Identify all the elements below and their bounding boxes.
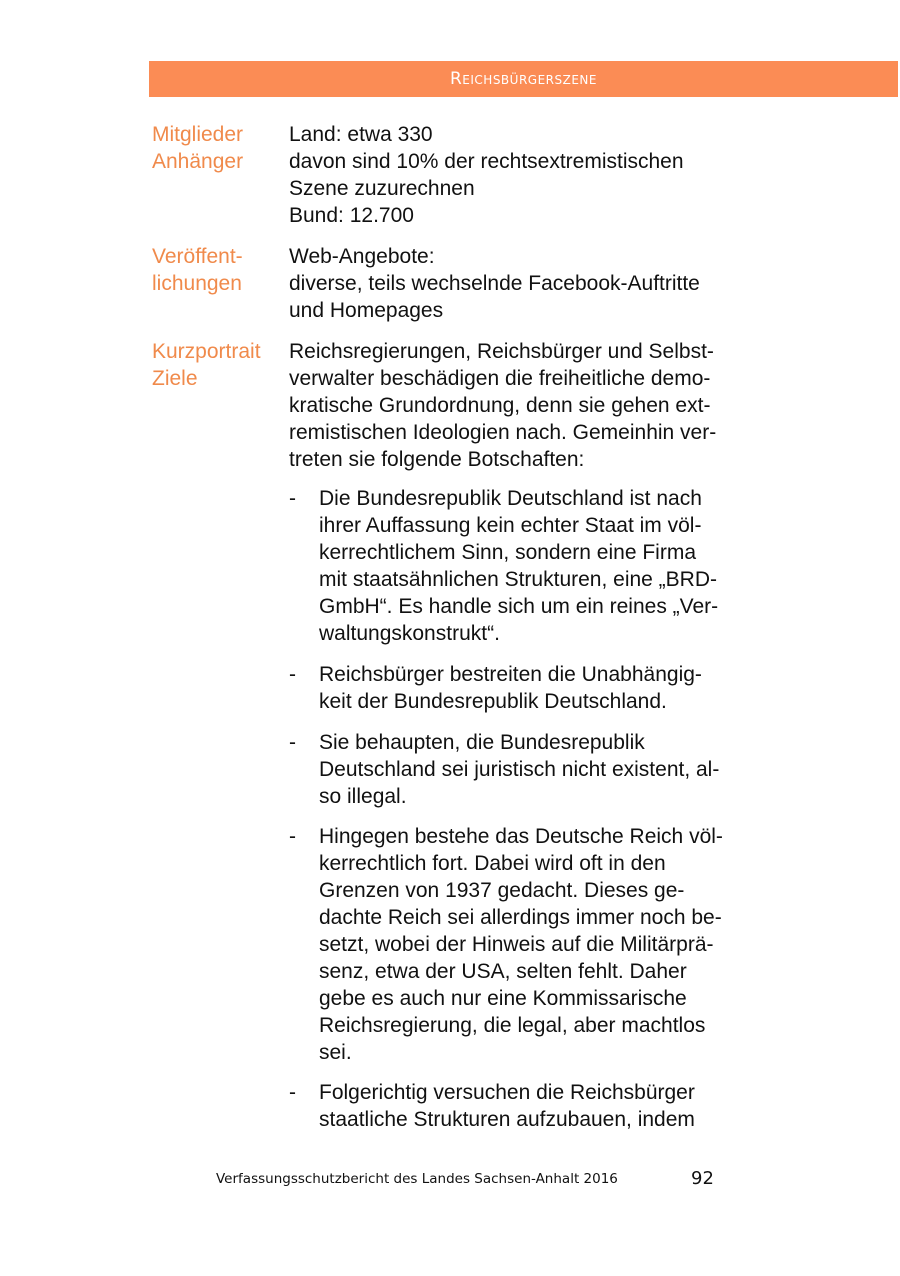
footer-title: Verfassungsschutzbericht des Landes Sachsen-Anhalt 2016 bbox=[216, 1171, 618, 1187]
bullet-marker: - bbox=[289, 1081, 296, 1104]
bullet-marker: - bbox=[289, 487, 296, 510]
section-header-banner bbox=[149, 61, 898, 97]
bullet-marker: - bbox=[289, 731, 296, 754]
publications-content: Web-Angebote: diverse, teils wechselnde Facebook-Auftritte und Homepages bbox=[289, 245, 700, 322]
label-publications: Veröffent- lichungen bbox=[152, 245, 243, 295]
label-members: Mitglieder Anhänger bbox=[152, 123, 244, 173]
members-content: Land: etwa 330 davon sind 10% der rechtsextremistischen Szene zuzurechnen Bund: 12.700 bbox=[289, 123, 684, 227]
section-title: Reichsbürgerszene bbox=[449, 69, 597, 89]
portrait-content: Reichsregierungen, Reichsbürger und Selbst- verwalter beschädigen die freiheitliche demo- kratische Grundordnung, denn sie gehen ext- remistischen Ideologien nach. Gemeinhin ver- treten sie folgende Botschaften: bbox=[289, 340, 717, 471]
bullet-item: Hingegen bestehe das Deutsche Reich völ- kerrechtlich fort. Dabei wird oft in den Grenzen von 1937 gedacht. Dieses ge- dachte Reich sei allerdings immer noch be- setzt, wobei der Hinweis auf die Militärprä- senz, etwa der USA, selten fehlt. Daher gebe es auch nur eine Kommissarische Reichsregierung, die legal, aber machtlos sei. bbox=[319, 825, 723, 1064]
page-number: 92 bbox=[691, 1168, 714, 1189]
bullet-marker: - bbox=[289, 663, 296, 686]
label-portrait: Kurzportrait Ziele bbox=[152, 340, 261, 390]
bullet-item: Folgerichtig versuchen die Reichsbürger staatliche Strukturen aufzubauen, indem bbox=[319, 1081, 695, 1131]
bullet-item: Die Bundesrepublik Deutschland ist nach ihrer Auffassung kein echter Staat im völ- kerrechtlichem Sinn, sondern eine Firma mit staatsähnlichen Strukturen, eine „BRD- GmbH“. Es handle sich um ein reines „Ver- waltungskonstrukt“. bbox=[319, 487, 719, 645]
bullet-marker: - bbox=[289, 825, 296, 848]
bullet-item: Sie behaupten, die Bundesrepublik Deutschland sei juristisch nicht existent, al- so illegal. bbox=[319, 731, 720, 808]
bullet-item: Reichsbürger bestreiten die Unabhängig- keit der Bundesrepublik Deutschland. bbox=[319, 663, 702, 713]
